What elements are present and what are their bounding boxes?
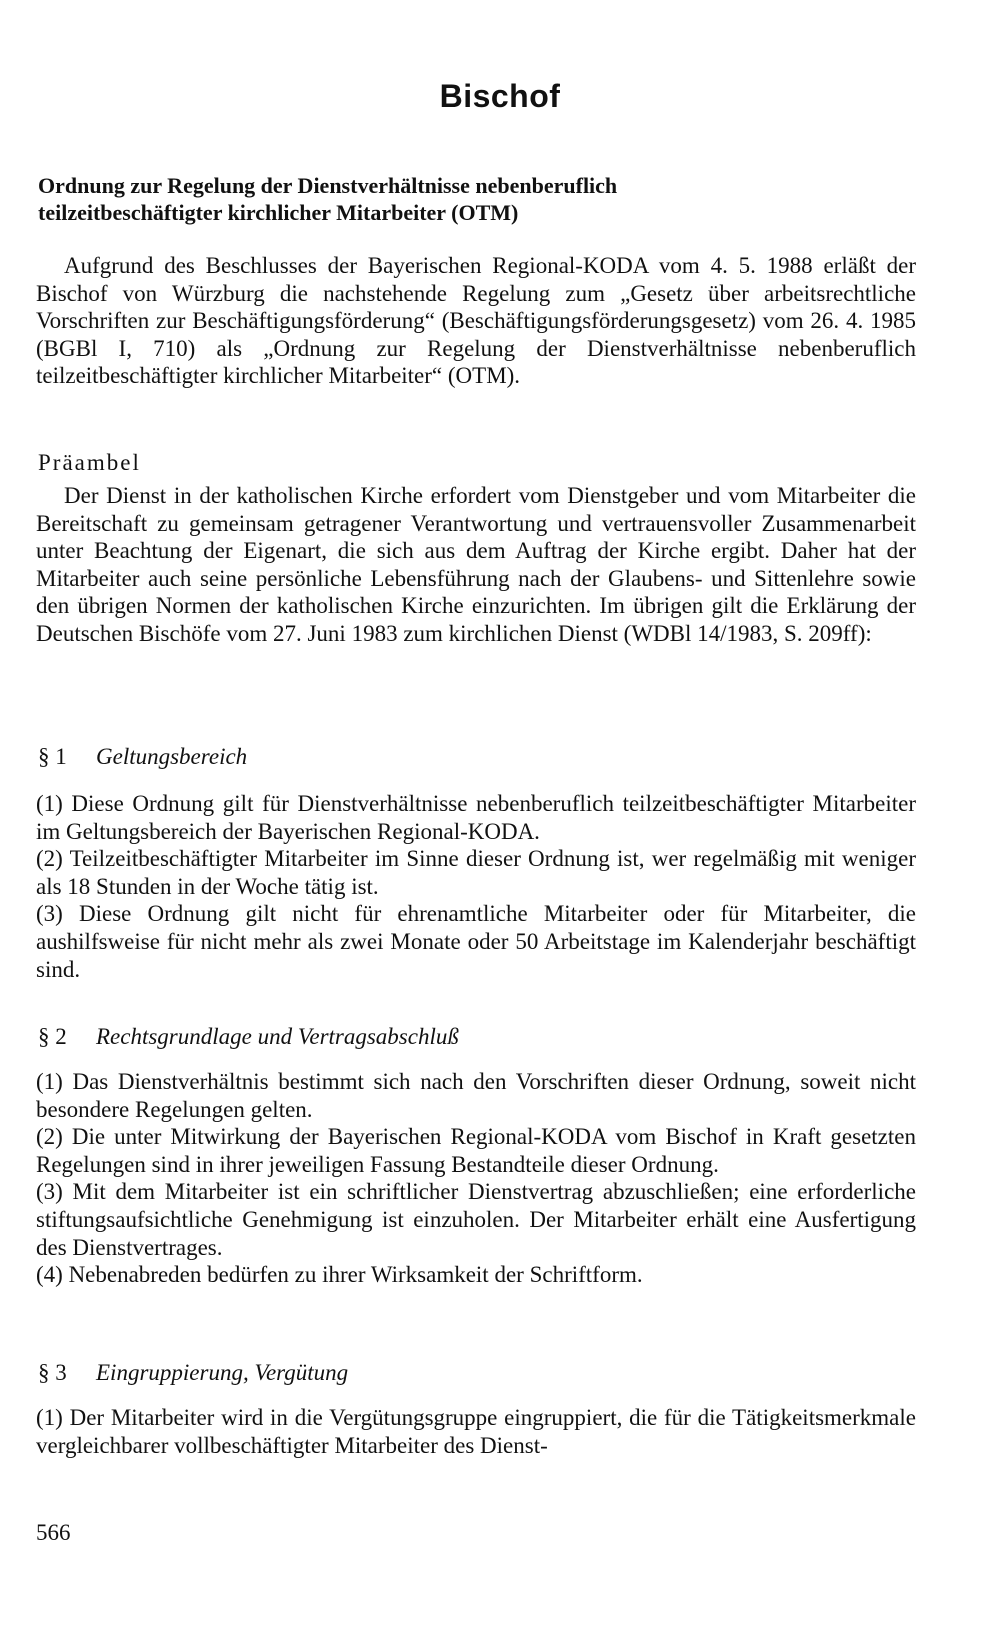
section-body [36,1404,916,1459]
document-title [38,172,918,226]
section-paragraph: (1) Das Dienstverhältnis bestimmt sich nach den Vorschriften dieser Ordnung, soweit nicht besondere Regelungen gelten. [36,1069,916,1122]
document-title-line: teilzeitbeschäftigter kirchlicher Mitarbeiter (OTM) [38,200,519,225]
section-heading [38,744,247,770]
document-title-line: Ordnung zur Regelung der Dienstverhältnisse nebenberuflich [38,173,618,198]
section-heading [38,1024,459,1050]
section-paragraph: (2) Teilzeitbeschäftigter Mitarbeiter im Sinne dieser Ordnung ist, wer regelmäßig mit weniger als 18 Stunden in der Woche tätig ist. [36,846,916,899]
section-title: Rechtsgrundlage und Vertragsabschluß [96,1024,459,1049]
section-paragraph: (4) Nebenabreden bedürfen zu ihrer Wirksamkeit der Schriftform. [36,1262,643,1288]
preamble-text: Der Dienst in der katholischen Kirche erfordert vom Dienstgeber und vom Mitarbeiter die Bereitschaft zu gemeinsam getragener Verantwortung und vertrauensvoller Zusammenarbeit unter Beachtung der Eigenart, die sich aus dem Auftrag der Kirche ergibt. Daher hat der Mitarbeiter auch seine persönliche Lebensführung nach der Glaubens- und Sittenlehre sowie den übrigen Normen der katholischen Kirche einzurichten. Im übrigen gilt die Erklärung der Deutschen Bischöfe vom 27. Juni 1983 zum kirchlichen Dienst (WDBl 14/1983, S. 209ff): [36,483,916,646]
section-title: Eingruppierung, Vergütung [96,1360,349,1385]
section-number: § 2 [38,1024,67,1049]
section-title: Geltungsbereich [96,744,248,769]
page-header-title: Bischof [439,78,561,114]
section-body [36,790,916,983]
section-paragraph: (3) Diese Ordnung gilt nicht für ehrenamtliche Mitarbeiter oder für Mitarbeiter, die aushilfsweise für nicht mehr als zwei Monate oder 50 Arbeitstage im Kalenderjahr beschäftigt sind. [36,901,916,982]
section-paragraph: (3) Mit dem Mitarbeiter ist ein schriftlicher Dienstvertrag abzuschließen; eine erforderliche stiftungsaufsichtliche Genehmigung ist einzuholen. Der Mitarbeiter erhält eine Ausfertigung des Dienstvertrages. [36,1179,916,1260]
section-paragraph: (2) Die unter Mitwirkung der Bayerischen Regional-KODA vom Bischof in Kraft gesetzten Regelungen sind in ihrer jeweiligen Fassung Bestandteile dieser Ordnung. [36,1124,916,1177]
page-number: 566 [36,1520,71,1545]
section-number: § 1 [38,744,67,769]
section-heading [38,1360,348,1386]
section-number: § 3 [38,1360,67,1385]
section-paragraph: (1) Diese Ordnung gilt für Dienstverhältnisse nebenberuflich teilzeitbeschäftigter Mitarbeiter im Geltungsbereich der Bayerischen Regional-KODA. [36,791,916,844]
section-body [36,1068,916,1289]
preamble-heading: Präambel [38,450,141,475]
section-paragraph: (1) Der Mitarbeiter wird in die Vergütungsgruppe eingruppiert, die für die Tätigkeitsmerkmale vergleichbarer vollbeschäftigter Mitarbeiter des Dienst- [36,1405,916,1458]
intro-paragraph: Aufgrund des Beschlusses der Bayerischen Regional-KODA vom 4. 5. 1988 erläßt der Bischof von Würzburg die nachstehende Regelung zum „Gesetz über arbeitsrechtliche Vorschriften zur Beschäftigungsförderung“ (Beschäftigungsförderungsgesetz) vom 26. 4. 1985 (BGBl I, 710) als „Ordnung zur Regelung der Dienstverhältnisse nebenberuflich teilzeitbeschäftigter kirchlicher Mitarbeiter“ (OTM). [36,253,916,389]
